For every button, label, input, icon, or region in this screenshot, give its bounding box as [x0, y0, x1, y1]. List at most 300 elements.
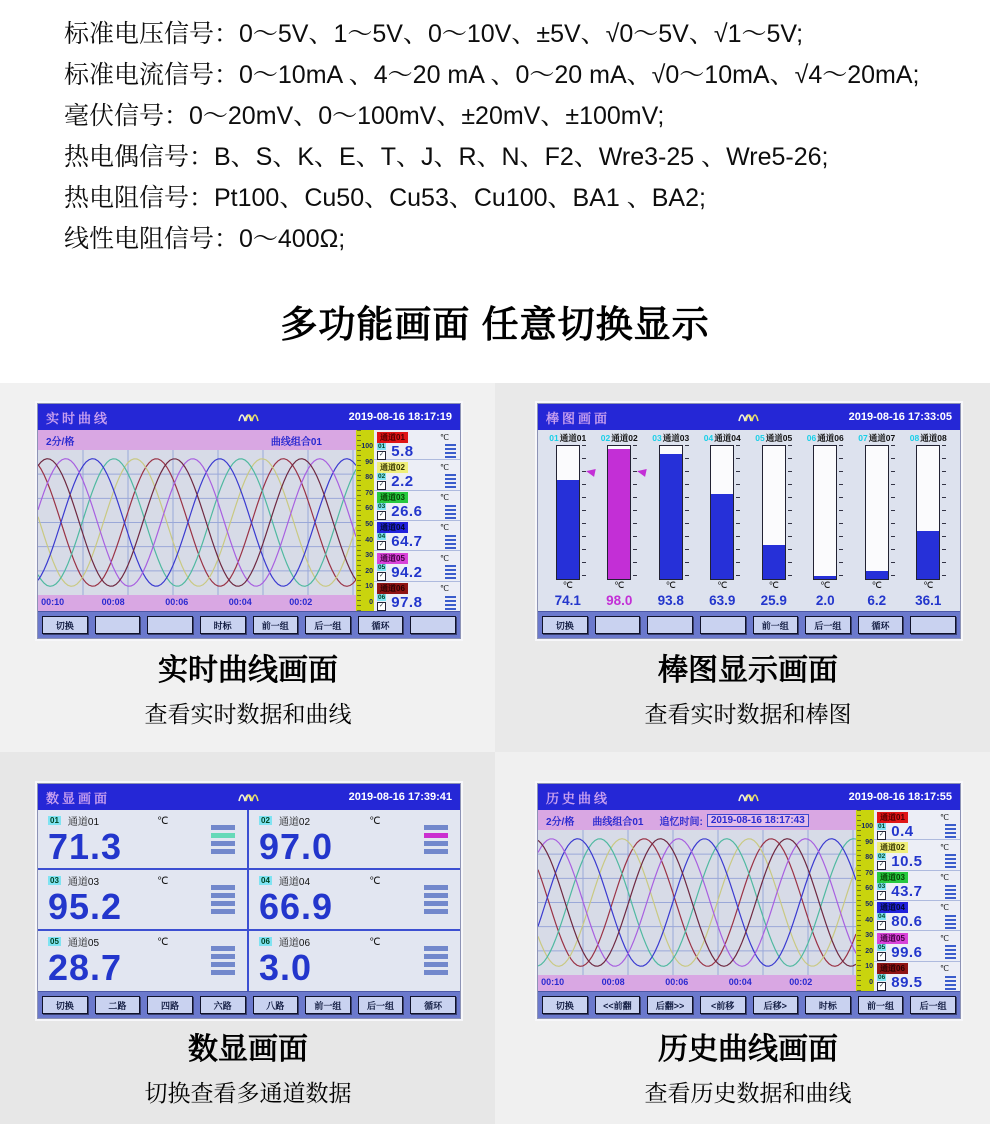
- signal-bars-icon: [445, 535, 456, 549]
- channel-number-tag: 01: [878, 822, 886, 830]
- signal-bar: [445, 535, 456, 537]
- bar-fill: [814, 576, 836, 579]
- caption-bar: [537, 645, 959, 729]
- plot-column: [538, 810, 856, 991]
- screen-button[interactable]: 循环: [410, 996, 456, 1014]
- channel-tag-group: [377, 443, 386, 460]
- channel-name: 通道03: [662, 433, 690, 443]
- y-scale-tick: 30: [865, 932, 873, 940]
- channel-value: 10.5: [891, 852, 923, 870]
- bar-tube: [710, 445, 734, 580]
- channel-checkbox[interactable]: ✓: [878, 922, 885, 929]
- channel-name-chip: 通道05: [877, 933, 908, 944]
- channel-row: [374, 551, 460, 581]
- y-scale-tick: 70: [865, 869, 873, 877]
- bar-channel-label: [549, 432, 586, 445]
- screen-button[interactable]: [595, 616, 641, 634]
- bar-tube-wrap: [607, 445, 631, 580]
- screen-timestamp: 2019-08-16 17:39:41: [348, 791, 452, 803]
- channel-checkbox[interactable]: ✓: [378, 481, 385, 488]
- signal-bar: [211, 825, 235, 830]
- unit-label: ℃: [440, 462, 449, 472]
- screen-button[interactable]: 循环: [358, 616, 404, 634]
- bar-tube-wrap: [659, 445, 683, 580]
- bar-column: [542, 432, 594, 611]
- y-scale-tick: 30: [365, 552, 373, 560]
- channel-checkbox[interactable]: ✓: [378, 542, 385, 549]
- unit-label: ℃: [440, 584, 449, 594]
- recall-time-value: 2019-08-16 18:17:43: [707, 814, 809, 827]
- unit-label: ℃: [820, 580, 831, 590]
- signal-bar: [945, 988, 956, 990]
- screen-title: 历史曲线: [546, 790, 611, 806]
- bar-ticks: [942, 445, 946, 580]
- time-axis-label: 00:02: [789, 977, 813, 987]
- channel-checkbox[interactable]: ✓: [378, 451, 385, 458]
- channel-row: [874, 840, 960, 870]
- bar-ticks: [685, 445, 689, 580]
- signal-bar: [945, 957, 956, 959]
- channel-value: 97.0: [259, 826, 334, 867]
- screen-button[interactable]: 后翻>>: [647, 996, 693, 1014]
- channel-checkbox[interactable]: ✓: [878, 831, 885, 838]
- y-scale-tick: 20: [865, 947, 873, 955]
- channel-row-top: [377, 552, 457, 564]
- channel-value: 94.2: [391, 563, 423, 581]
- y-scale-tick: 40: [365, 536, 373, 544]
- channel-value: 3.0: [259, 946, 313, 988]
- signal-bars-icon: [445, 596, 456, 610]
- caption-subtitle: 查看实时数据和曲线: [144, 701, 352, 727]
- channel-row: [874, 810, 960, 840]
- screen-title: 棒图画面: [546, 410, 611, 426]
- curve-group-label: 曲线组合01: [592, 816, 644, 828]
- channel-row: [374, 460, 460, 490]
- signal-bar: [445, 452, 456, 454]
- channel-number-tag: 05: [378, 563, 386, 571]
- channel-row-value: [377, 564, 457, 580]
- channel-number-tag: 02: [878, 852, 886, 860]
- time-axis-label: 00:02: [289, 597, 313, 607]
- channel-tag-group: [377, 533, 386, 550]
- screen-button[interactable]: 切换: [42, 616, 88, 634]
- unit-label: ℃: [157, 816, 169, 827]
- screen-timestamp: 2019-08-16 17:33:05: [848, 411, 952, 423]
- screen-button[interactable]: 后一组: [305, 616, 351, 634]
- channel-number-tag: 05: [50, 936, 59, 946]
- channel-name: 通道04: [278, 877, 311, 889]
- bar-ticks: [736, 445, 740, 580]
- signal-bar: [424, 825, 448, 830]
- curve-body: [38, 430, 460, 611]
- channel-tag-group: [877, 913, 886, 930]
- screen-button[interactable]: 后移>: [753, 996, 799, 1014]
- signal-bar: [445, 509, 456, 511]
- screen-digital-display: [37, 783, 461, 1019]
- bar-ticks: [633, 445, 637, 580]
- screen-button[interactable]: 前一组: [253, 616, 299, 634]
- y-scale-tick: 60: [865, 885, 873, 893]
- screen-button[interactable]: 循环: [858, 616, 904, 634]
- screen-button[interactable]: 切换: [542, 616, 588, 634]
- channel-row: [374, 521, 460, 551]
- channel-row-top: [877, 932, 957, 944]
- signal-bar: [211, 901, 235, 906]
- time-axis-label: 00:06: [665, 977, 689, 987]
- digital-cell: [249, 870, 460, 930]
- signal-bars-icon: [945, 915, 956, 929]
- screen-button[interactable]: 二路: [95, 996, 141, 1014]
- button-bar: [38, 611, 460, 638]
- screen-header: [38, 404, 460, 430]
- channel-name-chip: 通道06: [877, 963, 908, 974]
- unit-label: ℃: [614, 580, 625, 590]
- channel-row-top: [877, 841, 957, 853]
- channel-checkbox[interactable]: ✓: [378, 603, 385, 610]
- y-scale-tick: 20: [365, 567, 373, 575]
- spec-line: 线性电阻信号：0～400Ω;: [64, 225, 346, 253]
- signal-bar: [424, 954, 448, 959]
- signal-bars-icon: [945, 854, 956, 868]
- unit-label: ℃: [369, 876, 381, 888]
- bar-fill: [660, 454, 682, 579]
- channel-checkbox[interactable]: ✓: [878, 861, 885, 868]
- brand-logo-icon: [738, 789, 760, 807]
- signal-bar: [445, 539, 456, 541]
- signal-bars-icon: [945, 945, 956, 959]
- signal-bar: [445, 448, 456, 450]
- unit-label: ℃: [440, 493, 449, 503]
- screen-button[interactable]: [700, 616, 746, 634]
- channel-checkbox[interactable]: ✓: [878, 983, 885, 990]
- bar-fill: [763, 545, 785, 579]
- spec-line: 毫伏信号：0～20mV、0～100mV、±20mV、±100mV;: [64, 102, 665, 130]
- channel-value: 0.4: [891, 822, 914, 840]
- signal-bars-icon: [424, 885, 448, 914]
- signal-bar: [445, 444, 456, 446]
- y-scale-tick: 90: [865, 838, 873, 846]
- signal-bar: [445, 517, 456, 519]
- signal-bar: [945, 897, 956, 899]
- channel-value: 64.7: [391, 533, 423, 551]
- signal-bar: [424, 893, 448, 898]
- unit-label: ℃: [665, 580, 676, 590]
- channel-name: 通道08: [920, 433, 947, 443]
- bar-fill: [711, 494, 733, 579]
- unit-label: ℃: [871, 580, 882, 590]
- channel-row-top: [377, 461, 457, 473]
- unit-label: ℃: [717, 580, 728, 590]
- bar-fill: [557, 480, 579, 579]
- unit-label: ℃: [157, 936, 169, 948]
- channel-tag-group: [377, 594, 386, 611]
- channel-number-tag: 05: [755, 433, 765, 443]
- signal-bars-icon: [445, 505, 456, 519]
- channel-number-tag: 01: [549, 433, 559, 443]
- alarm-marker-icon: [585, 467, 595, 477]
- channel-name: 通道01: [559, 433, 587, 443]
- screen-button[interactable]: 前一组: [305, 996, 351, 1014]
- channel-name-chip: 通道03: [377, 492, 408, 503]
- channel-value: 36.1: [915, 593, 942, 608]
- channel-value: 97.8: [391, 594, 423, 612]
- channel-value: 74.1: [554, 593, 581, 608]
- signal-bars-icon: [211, 825, 235, 854]
- signal-bar: [424, 946, 448, 951]
- bar-column: [903, 432, 955, 611]
- channel-value: 89.5: [891, 974, 923, 992]
- signal-bar: [945, 854, 956, 856]
- channel-row: [874, 901, 960, 931]
- signal-bar: [424, 849, 448, 854]
- bar-channel-label: [807, 432, 844, 445]
- signal-bar: [445, 565, 456, 567]
- channel-value: 25.9: [760, 593, 787, 608]
- signal-bar: [445, 456, 456, 458]
- screen-button[interactable]: 四路: [147, 996, 193, 1014]
- signal-bar: [424, 841, 448, 846]
- spec-line: 标准电流信号：0～10mA 、4～20 mA 、0～20 mA、√0～10mA、√4～20mA;: [64, 61, 920, 89]
- channel-row: [374, 430, 460, 460]
- signal-bars-icon: [945, 824, 956, 838]
- y-scale-tick: 60: [365, 505, 373, 513]
- signal-bar: [945, 923, 956, 925]
- y-scale-tick: 0: [869, 978, 873, 986]
- bar-tube: [659, 445, 683, 580]
- screen-button[interactable]: [910, 616, 956, 634]
- signal-bar: [211, 833, 235, 838]
- channel-name-chip: 通道03: [877, 872, 908, 883]
- signal-bar: [211, 893, 235, 898]
- signal-bar: [445, 569, 456, 571]
- channel-name-chip: 通道05: [377, 553, 408, 564]
- bar-column: [800, 432, 852, 611]
- bar-graph-body: [538, 430, 960, 611]
- bar-tube-wrap: [916, 445, 940, 580]
- channel-name: 通道05: [67, 937, 100, 949]
- channel-checkbox[interactable]: ✓: [378, 512, 385, 519]
- brand-logo-icon: [738, 409, 760, 427]
- curve-body: [538, 810, 960, 991]
- caption-realtime: [37, 645, 459, 729]
- channel-tag-group: [377, 564, 386, 581]
- channel-number-tag: 04: [703, 433, 714, 443]
- screen-button[interactable]: [647, 616, 693, 634]
- plot-column: [38, 430, 356, 611]
- bar-ticks: [891, 445, 895, 580]
- channel-number-tag: 04: [378, 533, 386, 541]
- bar-channel-label: [858, 432, 895, 445]
- unit-label: ℃: [768, 580, 779, 590]
- channel-tag-group: [377, 473, 386, 490]
- channel-row-value: [377, 595, 457, 611]
- screen-title: 数显画面: [46, 790, 111, 806]
- channel-number-tag: 03: [878, 883, 886, 891]
- bar-ticks: [788, 445, 792, 580]
- signal-bar: [945, 889, 956, 891]
- channel-name: 通道02: [611, 433, 638, 443]
- caption-subtitle: 查看实时数据和棒图: [644, 701, 852, 727]
- unit-label: ℃: [940, 873, 949, 883]
- screen-button[interactable]: 前一组: [753, 616, 799, 634]
- signal-bar: [424, 901, 448, 906]
- channel-name: 通道07: [868, 433, 896, 443]
- signal-bar: [424, 962, 448, 967]
- screen-button[interactable]: [147, 616, 193, 634]
- channel-number-tag: 06: [878, 974, 886, 982]
- digital-cell: [249, 810, 460, 870]
- signal-bar: [424, 885, 448, 890]
- y-scale-tick: 10: [365, 583, 373, 591]
- brand-logo-icon: [238, 789, 260, 807]
- screen-button[interactable]: 八路: [253, 996, 299, 1014]
- channel-value: 26.6: [391, 503, 423, 521]
- screen-button[interactable]: [410, 616, 456, 634]
- channel-checkbox[interactable]: ✓: [378, 572, 385, 579]
- y-scale-tick: 50: [365, 520, 373, 528]
- signal-bars-icon: [445, 444, 456, 458]
- channel-panel: [874, 810, 960, 991]
- channel-row-top: [377, 431, 457, 443]
- unit-label: ℃: [440, 553, 449, 563]
- channel-number-tag: 01: [50, 816, 59, 825]
- time-axis-label: 00:04: [228, 597, 252, 607]
- caption-history: [537, 1024, 959, 1108]
- channel-row-value: [377, 473, 457, 489]
- screen-button[interactable]: 切换: [42, 996, 88, 1014]
- screen-button[interactable]: <<前翻: [595, 996, 641, 1014]
- screen-bar-graph: [537, 403, 961, 639]
- signal-bar: [945, 953, 956, 955]
- y-scale-tick: 40: [865, 916, 873, 924]
- channel-name-chip: 通道02: [377, 462, 408, 473]
- screen-button[interactable]: 六路: [200, 996, 246, 1014]
- channel-row-value: [877, 944, 957, 960]
- bar-channel-label: [704, 432, 741, 445]
- y-scale-tick: 100: [361, 443, 373, 450]
- signal-bar: [211, 841, 235, 846]
- signal-bars-icon: [211, 946, 235, 975]
- channel-panel: [374, 430, 460, 611]
- channel-tag-group: [877, 974, 886, 991]
- y-scale-tick: 50: [865, 900, 873, 908]
- channel-checkbox[interactable]: ✓: [878, 892, 885, 899]
- channel-row-top: [877, 811, 957, 823]
- channel-name: 通道06: [817, 433, 844, 443]
- signal-bar: [445, 543, 456, 545]
- signal-bar: [211, 954, 235, 959]
- signal-bar: [445, 505, 456, 507]
- channel-row-top: [877, 872, 957, 884]
- bar-tube-wrap: [865, 445, 889, 580]
- unit-label: ℃: [940, 903, 949, 913]
- screen-header: [538, 784, 960, 810]
- screen-title: 实时曲线: [46, 410, 111, 426]
- unit-label: ℃: [369, 816, 381, 827]
- channel-value: 2.0: [815, 593, 835, 608]
- screen-button[interactable]: [95, 616, 141, 634]
- unit-label: ℃: [940, 812, 949, 822]
- plot-subbar: [38, 430, 356, 450]
- screen-button[interactable]: 前一组: [858, 996, 904, 1014]
- spec-line: 标准电压信号：0～5V、1～5V、0～10V、±5V、√0～5V、√1～5V;: [64, 20, 804, 48]
- signal-bar: [945, 824, 956, 826]
- caption-subtitle: 查看历史数据和曲线: [644, 1080, 852, 1106]
- caption-title: 棒图显示画面: [658, 654, 838, 687]
- caption-title: 数显画面: [188, 1033, 308, 1066]
- signal-bar: [945, 862, 956, 864]
- bar-tube-wrap: [813, 445, 837, 580]
- channel-value: 6.2: [867, 593, 887, 608]
- channel-number-tag: 06: [806, 433, 817, 443]
- signal-bar: [945, 915, 956, 917]
- bar-ticks: [582, 445, 586, 580]
- grid-scale-label: 2分/格: [546, 816, 575, 828]
- y-scale-tick: 100: [861, 823, 873, 830]
- signal-bars-icon: [445, 474, 456, 488]
- caption-digital: [37, 1024, 459, 1108]
- signal-bar: [424, 833, 448, 838]
- channel-row-value: [877, 975, 957, 991]
- time-axis-label: 00:08: [101, 597, 125, 607]
- channel-name-chip: 通道02: [877, 842, 908, 853]
- bar-channel-label: [652, 432, 689, 445]
- y-scale-tick: 90: [365, 458, 373, 466]
- channel-name: 通道04: [714, 433, 741, 443]
- channel-value: 93.8: [657, 593, 684, 608]
- signal-bar: [445, 486, 456, 488]
- channel-value: 99.6: [891, 943, 923, 961]
- unit-label: ℃: [940, 964, 949, 974]
- signal-bar: [945, 976, 956, 978]
- channel-name: 通道01: [67, 817, 100, 828]
- screen-button[interactable]: 时标: [200, 616, 246, 634]
- screen-button[interactable]: 后一组: [358, 996, 404, 1014]
- screen-button[interactable]: 后一组: [805, 616, 851, 634]
- channel-row-top: [877, 963, 957, 975]
- channel-number-tag: 06: [261, 936, 270, 946]
- channel-name-chip: 通道04: [377, 522, 408, 533]
- channel-row-top: [877, 902, 957, 914]
- channel-checkbox[interactable]: ✓: [878, 952, 885, 959]
- channel-row: [374, 582, 460, 611]
- screen-button[interactable]: <前移: [700, 996, 746, 1014]
- recall-time-label: 追忆时间:: [659, 816, 703, 828]
- channel-value: 98.0: [606, 593, 633, 608]
- unit-label: ℃: [940, 933, 949, 943]
- channel-row-top: [377, 492, 457, 504]
- unit-label: ℃: [923, 580, 934, 590]
- screen-button[interactable]: 切换: [542, 996, 588, 1014]
- signal-bar: [445, 547, 456, 549]
- bar-tube: [813, 445, 837, 580]
- screen-timestamp: 2019-08-16 18:17:19: [348, 411, 452, 423]
- screen-button[interactable]: 时标: [805, 996, 851, 1014]
- signal-bar: [211, 970, 235, 975]
- unit-label: ℃: [440, 432, 449, 442]
- time-axis-label: 00:10: [41, 597, 65, 607]
- signal-bar: [945, 893, 956, 895]
- signal-bars-icon: [945, 976, 956, 990]
- screen-button[interactable]: 后一组: [910, 996, 956, 1014]
- channel-name-chip: 通道01: [877, 812, 908, 823]
- bar-column: [594, 432, 646, 611]
- channel-number-tag: 05: [878, 943, 886, 951]
- signal-bar: [445, 600, 456, 602]
- button-bar: [38, 991, 460, 1018]
- bar-tube-wrap: [556, 445, 580, 580]
- channel-value: 95.2: [48, 886, 123, 928]
